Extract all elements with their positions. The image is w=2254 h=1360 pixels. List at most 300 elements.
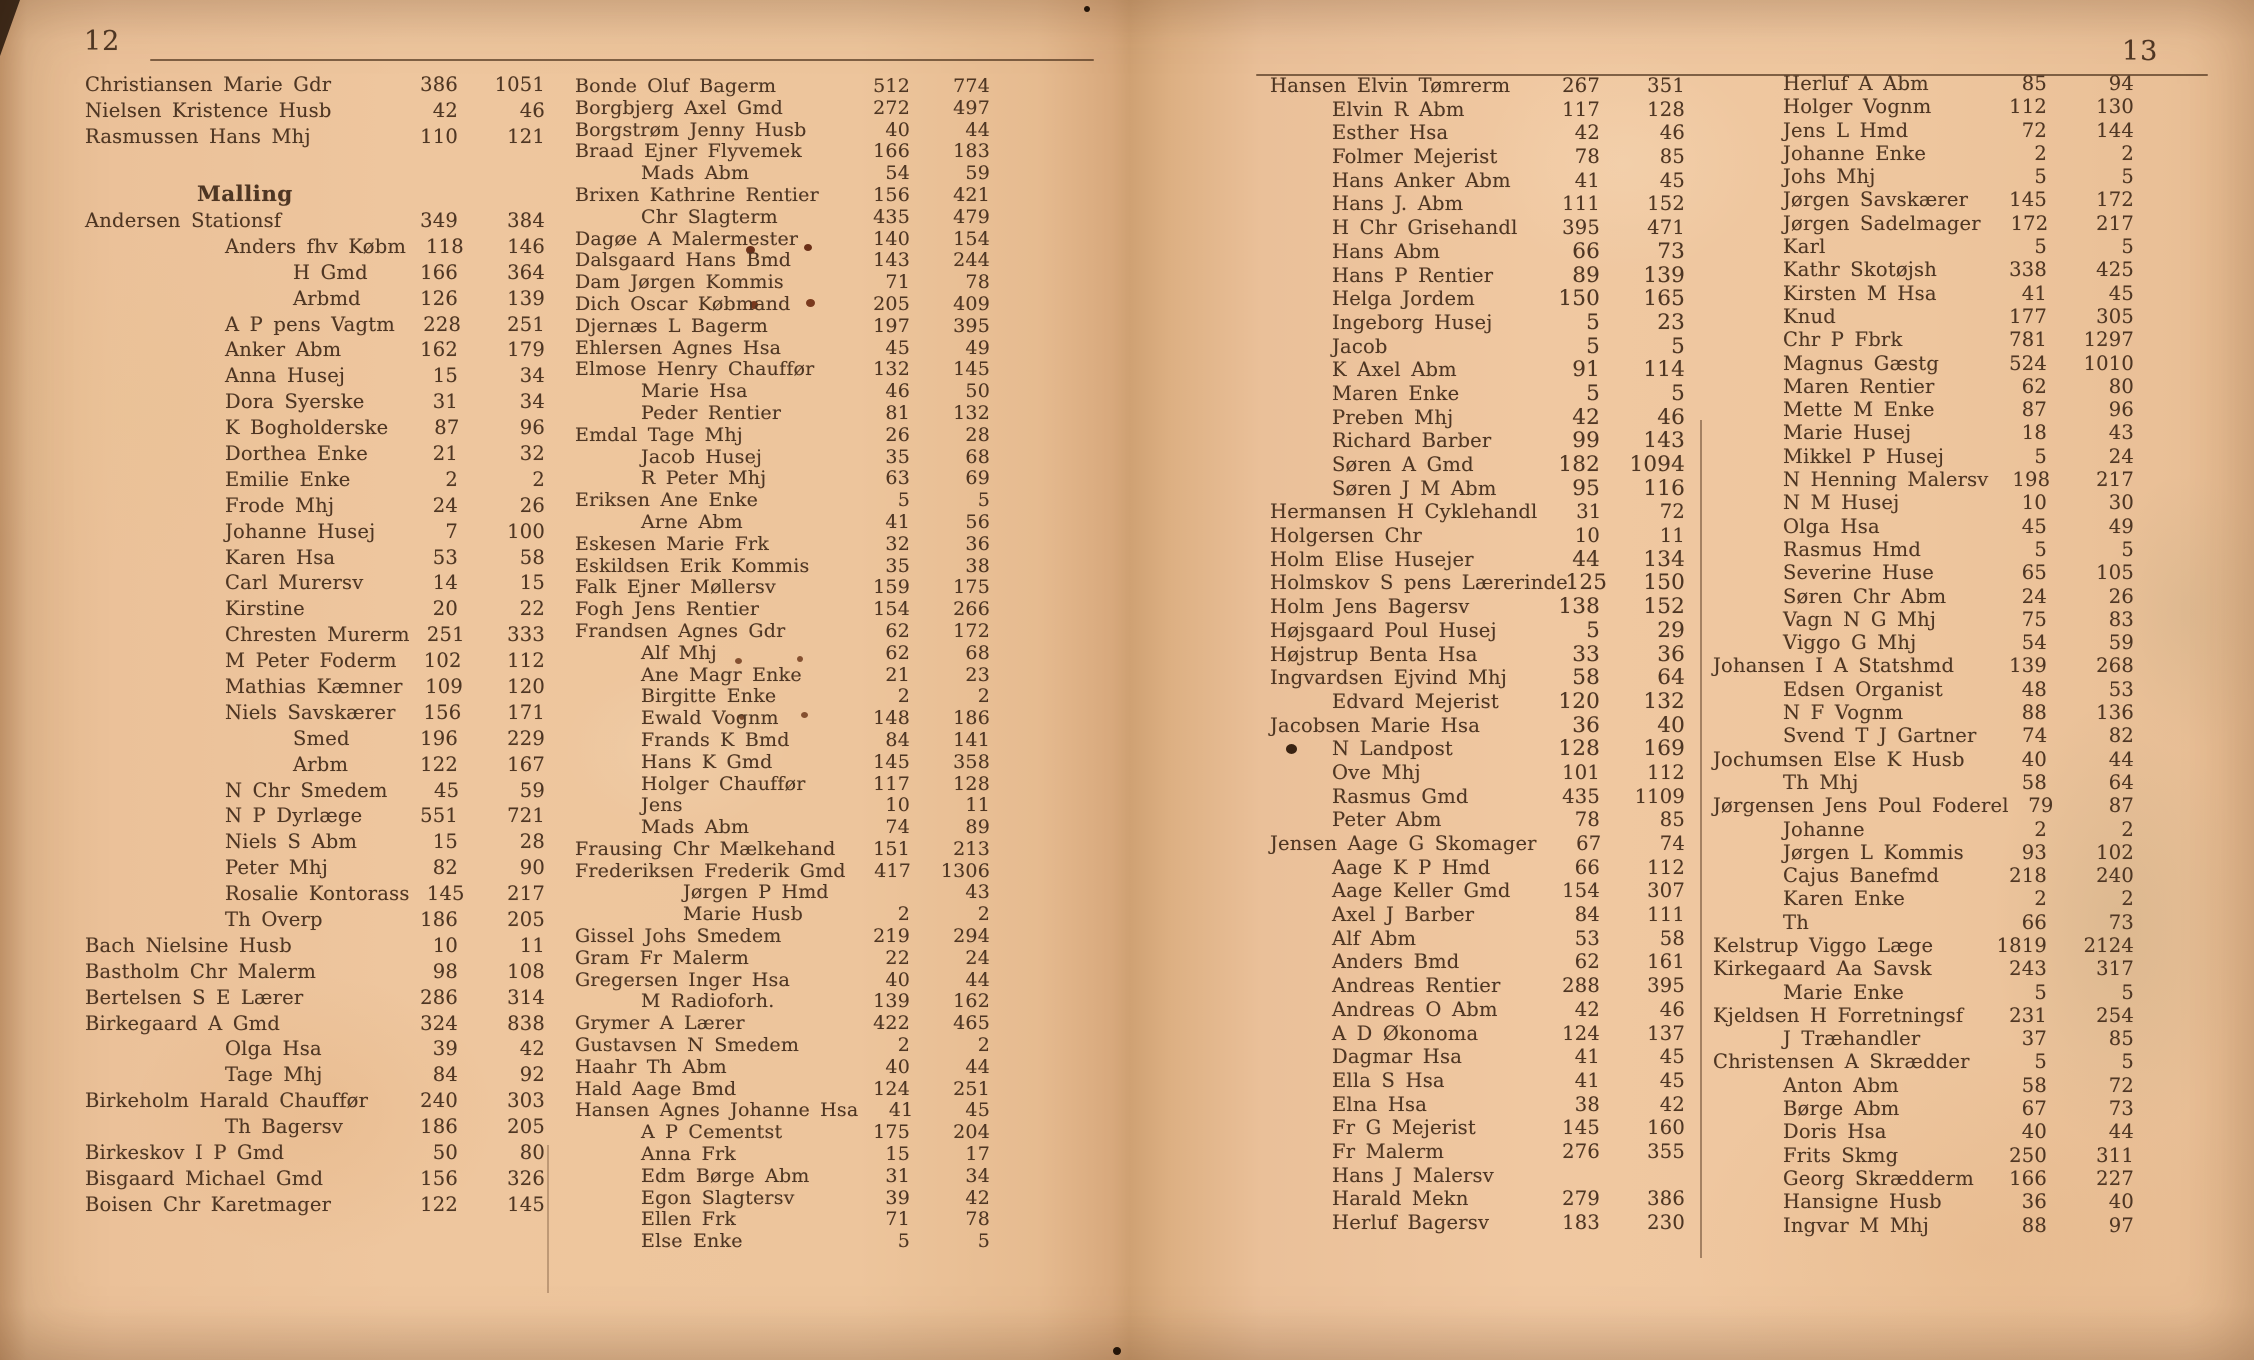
entry-number-2: 5 — [1671, 333, 1685, 359]
entry-name: Gregersen Inger Hsa — [575, 968, 790, 991]
entry-number-2: 165 — [1643, 286, 1685, 312]
entry-number-2: 46 — [1659, 121, 1685, 145]
section-header — [85, 150, 545, 208]
entry-number-2: 317 — [2096, 957, 2134, 981]
entry-number-2: 96 — [519, 416, 545, 440]
entry-number-2: 351 — [1647, 74, 1685, 97]
entry-number-1: 84 — [885, 728, 910, 751]
entry-number-2: 45 — [2108, 281, 2134, 305]
entry-number-2: 152 — [1647, 192, 1685, 216]
entry-number-1: 67 — [1576, 832, 1602, 855]
entry-number-2: 1297 — [2083, 328, 2134, 352]
entry-number-2: 721 — [507, 804, 545, 828]
entry-number-1: 122 — [420, 752, 458, 776]
entry-name: Else Enke — [641, 1230, 743, 1253]
directory-entry — [1270, 453, 1685, 477]
entry-number-1: 78 — [1574, 145, 1600, 169]
entry-name: Smed — [293, 726, 350, 750]
entry-number-1: 156 — [423, 700, 462, 724]
directory-entry — [1713, 142, 2134, 165]
entry-number-2: 90 — [519, 856, 545, 880]
entry-number-1: 5 — [2034, 1050, 2047, 1074]
entry-name: Birkegaard A Gmd — [85, 1011, 281, 1035]
entry-number-2: 73 — [1657, 238, 1685, 264]
entry-number-2: 59 — [519, 778, 545, 802]
directory-entry — [1713, 981, 2134, 1004]
entry-name: Th Overp — [225, 907, 323, 931]
entry-number-1: 5 — [2034, 165, 2047, 189]
directory-entry — [575, 708, 990, 730]
entry-number-2: 17 — [965, 1143, 990, 1166]
entry-name: Dalsgaard Hans Bmd — [575, 249, 792, 272]
entry-number-2: 28 — [519, 830, 545, 854]
entry-name: Jørgen L Kommis — [1783, 840, 1964, 864]
directory-entry — [1270, 1164, 1685, 1188]
entry-name: Brixen Kathrine Rentier — [575, 183, 819, 206]
entry-number-2: 217 — [507, 882, 545, 906]
entry-number-2: 85 — [1659, 808, 1685, 832]
directory-entry — [85, 1166, 545, 1192]
entry-number-2: 130 — [2096, 95, 2134, 119]
entry-number-1: 53 — [1574, 926, 1600, 950]
entry-number-2: 44 — [965, 1055, 990, 1078]
directory-entry — [85, 752, 545, 778]
entry-name: Egon Slagtersv — [641, 1186, 795, 1209]
directory-entry — [85, 1192, 545, 1218]
entry-number-2: 34 — [965, 1164, 990, 1187]
entry-number-2: 11 — [1659, 524, 1685, 548]
entry-name: Borgbjerg Axel Gmd — [575, 96, 783, 119]
entry-number-2: 102 — [2096, 840, 2134, 864]
entry-name: Kathr Skotøjsh — [1783, 258, 1938, 282]
entry-name: Hansigne Husb — [1783, 1190, 1942, 1214]
entry-number-1: 5 — [1586, 333, 1600, 359]
entry-name: H Chr Grisehandl — [1332, 216, 1518, 240]
entry-name: Maren Rentier — [1783, 374, 1935, 398]
directory-column-2 — [575, 76, 990, 1253]
entry-name: Aage Keller Gmd — [1332, 879, 1511, 903]
entry-number-2: 42 — [519, 1037, 545, 1061]
entry-number-1: 395 — [1562, 216, 1600, 240]
entry-name: Alf Mhj — [641, 641, 717, 664]
directory-entry — [1270, 1187, 1685, 1211]
entry-number-2: 111 — [1647, 903, 1685, 927]
directory-entry — [1270, 216, 1685, 240]
entry-number-1: 58 — [1572, 665, 1600, 691]
entry-number-1: 166 — [420, 260, 458, 284]
entry-name: Anna Husej — [225, 364, 346, 388]
entry-name: A D Økonoma — [1332, 1021, 1479, 1045]
directory-entry — [575, 534, 990, 556]
entry-name: Dich Oscar Købmand — [575, 292, 791, 315]
directory-entry — [575, 686, 990, 708]
entry-number-1: 24 — [2021, 584, 2047, 608]
directory-entry — [1713, 119, 2134, 142]
entry-name: Fogh Jens Rentier — [575, 598, 760, 621]
entry-name: Johanne — [1783, 817, 1865, 841]
entry-name: N P Dyrlæge — [225, 804, 363, 828]
entry-number-1: 1819 — [1996, 933, 2047, 957]
entry-number-1: 5 — [897, 1230, 910, 1253]
entry-number-1: 46 — [885, 380, 910, 403]
directory-entry — [85, 881, 545, 907]
entry-name: Richard Barber — [1332, 429, 1492, 453]
entry-name: Gustavsen N Smedem — [575, 1034, 800, 1057]
entry-number-2: 1010 — [2083, 351, 2134, 375]
directory-entry — [1270, 785, 1685, 809]
entry-number-2: 162 — [953, 990, 990, 1013]
directory-entry — [85, 545, 545, 571]
directory-entry — [1270, 429, 1685, 453]
entry-number-1: 435 — [1562, 784, 1600, 808]
entry-number-1: 66 — [2021, 910, 2047, 934]
entry-number-2: 227 — [2096, 1166, 2134, 1190]
entry-number-1: 71 — [885, 271, 910, 294]
entry-number-2: 97 — [2108, 1213, 2134, 1237]
directory-column-3 — [1270, 74, 1685, 1235]
entry-name: Hans Anker Abm — [1332, 168, 1511, 192]
entry-number-1: 186 — [420, 1115, 458, 1139]
entry-number-2: 15 — [519, 571, 545, 595]
directory-entry — [1713, 748, 2134, 771]
entry-name: Andersen Stationsf — [85, 208, 282, 232]
directory-entry — [575, 512, 990, 534]
entry-number-2: 26 — [519, 493, 545, 517]
entry-number-1: 156 — [873, 183, 910, 206]
directory-entry — [575, 98, 990, 120]
directory-entry — [1270, 808, 1685, 832]
directory-entry — [575, 229, 990, 251]
entry-name: Andreas O Abm — [1332, 997, 1498, 1021]
entry-name: Bonde Oluf Bagerm — [575, 75, 777, 97]
entry-number-1: 139 — [2009, 654, 2047, 678]
entry-name: Helga Jordem — [1332, 287, 1475, 311]
entry-number-2: 152 — [1643, 594, 1685, 620]
entry-number-1: 66 — [1572, 238, 1600, 264]
directory-entry — [575, 1166, 990, 1188]
entry-name: Eskildsen Erik Kommis — [575, 554, 810, 577]
entry-number-2: 5 — [2121, 537, 2134, 561]
entry-name: Marie Husej — [1783, 421, 1912, 445]
entry-number-1: 91 — [1572, 357, 1600, 383]
entry-number-2: 205 — [507, 907, 545, 931]
entry-name: Hald Aage Bmd — [575, 1077, 737, 1100]
directory-entry — [1713, 631, 2134, 654]
entry-name: Karen Enke — [1783, 887, 1905, 911]
directory-entry — [1713, 934, 2134, 957]
entry-name: Chr P Fbrk — [1783, 328, 1903, 352]
entry-name: Nielsen Kristence Husb — [85, 98, 332, 122]
entry-number-2: 154 — [953, 227, 990, 250]
entry-number-1: 89 — [1572, 262, 1600, 288]
entry-name: Holmskov S pens Lærerinde — [1270, 571, 1568, 595]
entry-name: N Landpost — [1332, 737, 1453, 761]
entry-number-2: 137 — [1647, 1021, 1685, 1045]
entry-name: N M Husej — [1783, 491, 1900, 515]
directory-entry — [1713, 72, 2134, 95]
directory-entry — [85, 312, 545, 338]
directory-entry — [85, 855, 545, 881]
entry-number-2: 268 — [2096, 654, 2134, 678]
entry-name: Hans J Malersv — [1332, 1163, 1494, 1187]
entry-number-1: 125 — [1565, 570, 1608, 596]
entry-name: Kirstine — [225, 597, 305, 621]
entry-name: Peder Rentier — [641, 401, 782, 424]
entry-number-2: 497 — [953, 96, 990, 119]
entry-number-2: 44 — [2108, 1120, 2134, 1144]
entry-name: Hermansen H Cyklehandl — [1270, 500, 1538, 524]
entry-number-2: 56 — [965, 510, 990, 533]
entry-name: Jørgen P Hmd — [683, 881, 829, 904]
entry-number-2: 78 — [965, 1208, 990, 1231]
entry-number-2: 204 — [953, 1121, 990, 1144]
directory-entry — [1713, 1144, 2134, 1167]
entry-name: Dorthea Enke — [225, 441, 369, 465]
entry-number-1: 386 — [420, 73, 458, 96]
entry-name: Eskesen Marie Frk — [575, 532, 770, 555]
entry-number-2: 68 — [965, 445, 990, 468]
entry-number-2: 36 — [1657, 641, 1685, 667]
entry-name: Knud — [1783, 304, 1836, 328]
entry-number-1: 50 — [432, 1141, 458, 1164]
directory-entry — [1713, 957, 2134, 980]
directory-entry — [85, 570, 545, 596]
entry-name: Mikkel P Husej — [1783, 444, 1945, 468]
entry-number-1: 109 — [425, 674, 464, 698]
entry-number-2: 32 — [519, 441, 545, 465]
directory-entry — [575, 403, 990, 425]
entry-number-2: 28 — [965, 423, 990, 446]
entry-number-2: 72 — [2108, 1073, 2134, 1097]
directory-entry — [1270, 358, 1685, 382]
entry-number-1: 5 — [897, 489, 910, 512]
entry-name: Jacob — [1332, 334, 1388, 358]
entry-number-1: 42 — [1572, 404, 1600, 430]
entry-number-1: 40 — [885, 118, 910, 141]
entry-number-1: 32 — [885, 532, 910, 555]
entry-number-1: 112 — [2009, 95, 2047, 119]
directory-entry — [85, 337, 545, 363]
entry-name: Dam Jørgen Kommis — [575, 271, 784, 294]
directory-entry — [575, 577, 990, 599]
entry-name: Holger Chauffør — [641, 772, 806, 795]
entry-number-1: 5 — [2034, 444, 2047, 468]
entry-number-1: 2 — [2034, 141, 2047, 165]
directory-entry — [1270, 1211, 1685, 1235]
entry-number-1: 74 — [885, 816, 910, 839]
directory-entry — [1713, 235, 2134, 258]
entry-number-1: 75 — [2021, 607, 2047, 631]
entry-number-1: 267 — [1562, 74, 1600, 97]
directory-entry — [575, 1209, 990, 1231]
entry-number-1: 72 — [2021, 118, 2047, 142]
entry-number-2: 139 — [1643, 262, 1685, 288]
entry-number-1: 62 — [885, 641, 910, 664]
entry-number-2: 358 — [953, 750, 990, 773]
entry-name: Holm Jens Bagersv — [1270, 595, 1470, 619]
entry-name: Højstrup Benta Hsa — [1270, 642, 1478, 666]
entry-number-1: 150 — [1558, 286, 1600, 312]
entry-number-1: 10 — [2021, 491, 2047, 515]
directory-entry — [1713, 95, 2134, 118]
directory-entry — [1270, 264, 1685, 288]
directory-entry — [575, 665, 990, 687]
entry-number-2: 59 — [2108, 631, 2134, 655]
entry-name: K Axel Abm — [1332, 358, 1457, 382]
directory-entry — [85, 726, 545, 752]
entry-name: Olga Hsa — [225, 1037, 322, 1061]
entry-name: Ane Magr Enke — [641, 663, 802, 686]
entry-name: Herluf Bagersv — [1332, 1211, 1490, 1234]
entry-number-1: 14 — [432, 571, 458, 595]
entry-number-2: 2 — [977, 685, 990, 708]
entry-number-2: 89 — [965, 816, 990, 839]
entry-number-1: 10 — [1574, 524, 1600, 548]
entry-number-2: 42 — [1659, 1092, 1685, 1116]
entry-number-2: 132 — [953, 401, 990, 424]
entry-number-1: 63 — [885, 467, 910, 490]
entry-number-1: 272 — [873, 96, 910, 119]
entry-number-1: 182 — [1558, 452, 1600, 477]
directory-entry — [85, 1036, 545, 1062]
entry-number-1: 148 — [873, 707, 910, 730]
entry-name: Borgstrøm Jenny Husb — [575, 118, 807, 141]
entry-number-2: 24 — [2108, 444, 2134, 468]
entry-number-1: 2 — [2034, 887, 2047, 911]
entry-name: Hansen Elvin Tømrerm — [1270, 74, 1511, 97]
entry-number-1: 140 — [873, 227, 910, 250]
entry-number-2: 186 — [953, 707, 990, 730]
entry-number-2: 2 — [2121, 887, 2134, 911]
entry-number-2: 5 — [2121, 235, 2134, 259]
directory-entry — [85, 1114, 545, 1140]
entry-name: Jørgensen Jens Poul Foderel — [1713, 794, 2009, 818]
column-divider-left-page — [547, 1145, 549, 1293]
entry-number-1: 156 — [420, 1166, 458, 1190]
entry-number-2: 5 — [977, 489, 990, 512]
entry-number-1: 78 — [1574, 808, 1600, 832]
directory-column-4 — [1713, 72, 2134, 1237]
entry-name: Holgersen Chr — [1270, 524, 1423, 548]
entry-number-1: 31 — [432, 390, 458, 414]
directory-entry — [1713, 515, 2134, 538]
directory-entry — [575, 1188, 990, 1210]
directory-entry — [1270, 832, 1685, 856]
entry-number-1: 41 — [2021, 281, 2047, 305]
directory-entry — [1713, 887, 2134, 910]
entry-name: Axel J Barber — [1332, 903, 1475, 927]
entry-number-1: 512 — [873, 75, 910, 97]
entry-name: Anker Abm — [225, 338, 342, 362]
entry-number-1: 53 — [432, 545, 458, 569]
entry-number-2: 80 — [2108, 374, 2134, 398]
entry-name: H Gmd — [293, 260, 368, 284]
entry-name: Edvard Mejerist — [1332, 689, 1499, 713]
entry-number-2: 30 — [2108, 491, 2134, 515]
entry-number-2: 85 — [2108, 1027, 2134, 1051]
entry-name: Højsgaard Poul Husej — [1270, 618, 1497, 642]
directory-entry — [85, 803, 545, 829]
directory-entry — [1713, 375, 2134, 398]
entry-name: Ingvardsen Ejvind Mhj — [1270, 666, 1508, 690]
entry-number-1: 81 — [885, 401, 910, 424]
directory-entry — [1713, 678, 2134, 701]
entry-number-2: 213 — [953, 837, 990, 860]
entry-name: A P pens Vagtm — [225, 312, 395, 336]
entry-number-2: 43 — [965, 881, 990, 904]
entry-number-2: 94 — [2108, 72, 2134, 95]
directory-entry — [1713, 608, 2134, 631]
entry-number-2: 50 — [965, 380, 990, 403]
entry-number-2: 49 — [2108, 514, 2134, 538]
directory-entry — [1270, 1093, 1685, 1117]
directory-entry — [1713, 468, 2134, 491]
entry-number-2: 143 — [1643, 428, 1685, 454]
entry-number-2: 5 — [2121, 1050, 2134, 1074]
entry-name: Jens L Hmd — [1783, 118, 1909, 142]
entry-number-2: 2 — [2121, 141, 2134, 165]
directory-entry — [575, 1079, 990, 1101]
entry-number-2: 36 — [965, 532, 990, 555]
entry-number-1: 15 — [432, 830, 458, 854]
entry-number-2: 217 — [2096, 211, 2134, 235]
entry-name: Elmose Henry Chauffør — [575, 358, 815, 381]
entry-name: Birkeholm Harald Chauffør — [85, 1089, 369, 1113]
entry-name: Elna Hsa — [1332, 1092, 1428, 1116]
directory-entry — [85, 467, 545, 493]
directory-entry — [1270, 169, 1685, 193]
entry-name: Frandsen Agnes Gdr — [575, 619, 786, 642]
entry-number-1: 15 — [432, 364, 458, 388]
entry-number-1: 10 — [885, 794, 910, 817]
entry-number-2: 179 — [507, 338, 545, 362]
entry-number-1: 87 — [434, 416, 460, 440]
entry-number-2: 134 — [1643, 546, 1685, 572]
entry-number-2: 46 — [1657, 404, 1685, 430]
entry-name: Rasmussen Hans Mhj — [85, 124, 311, 148]
directory-entry — [1713, 538, 2134, 561]
entry-name: Arbm — [293, 752, 349, 776]
entry-name: Severine Huse — [1783, 561, 1935, 585]
directory-entry — [85, 493, 545, 519]
entry-number-1: 87 — [2021, 398, 2047, 422]
entry-number-1: 41 — [885, 510, 910, 533]
entry-number-2: 425 — [2096, 258, 2134, 282]
entry-name: Frederiksen Frederik Gmd — [575, 859, 846, 882]
entry-number-2: 386 — [1647, 1187, 1685, 1211]
entry-number-1: 82 — [432, 856, 458, 880]
entry-name: Maren Enke — [1332, 381, 1460, 405]
entry-number-1: 39 — [885, 1186, 910, 1209]
entry-name: Hans P Rentier — [1332, 263, 1494, 287]
directory-entry — [575, 294, 990, 316]
entry-name: Gissel Johs Smedem — [575, 925, 782, 948]
directory-entry — [575, 1013, 990, 1035]
entry-number-2: 92 — [519, 1063, 545, 1087]
entry-name: Rasmus Gmd — [1332, 784, 1469, 808]
entry-number-1: 37 — [2021, 1027, 2047, 1051]
entry-name: Emdal Tage Mhj — [575, 423, 743, 446]
entry-number-1: 84 — [1574, 903, 1600, 927]
entry-number-1: 88 — [2021, 701, 2047, 725]
entry-name: N Henning Malersv — [1783, 468, 1989, 492]
directory-entry — [575, 425, 990, 447]
entry-name: Marie Enke — [1783, 980, 1905, 1004]
entry-number-2: 44 — [2108, 747, 2134, 771]
directory-entry — [1270, 145, 1685, 169]
directory-entry — [1713, 654, 2134, 677]
directory-entry — [85, 260, 545, 286]
